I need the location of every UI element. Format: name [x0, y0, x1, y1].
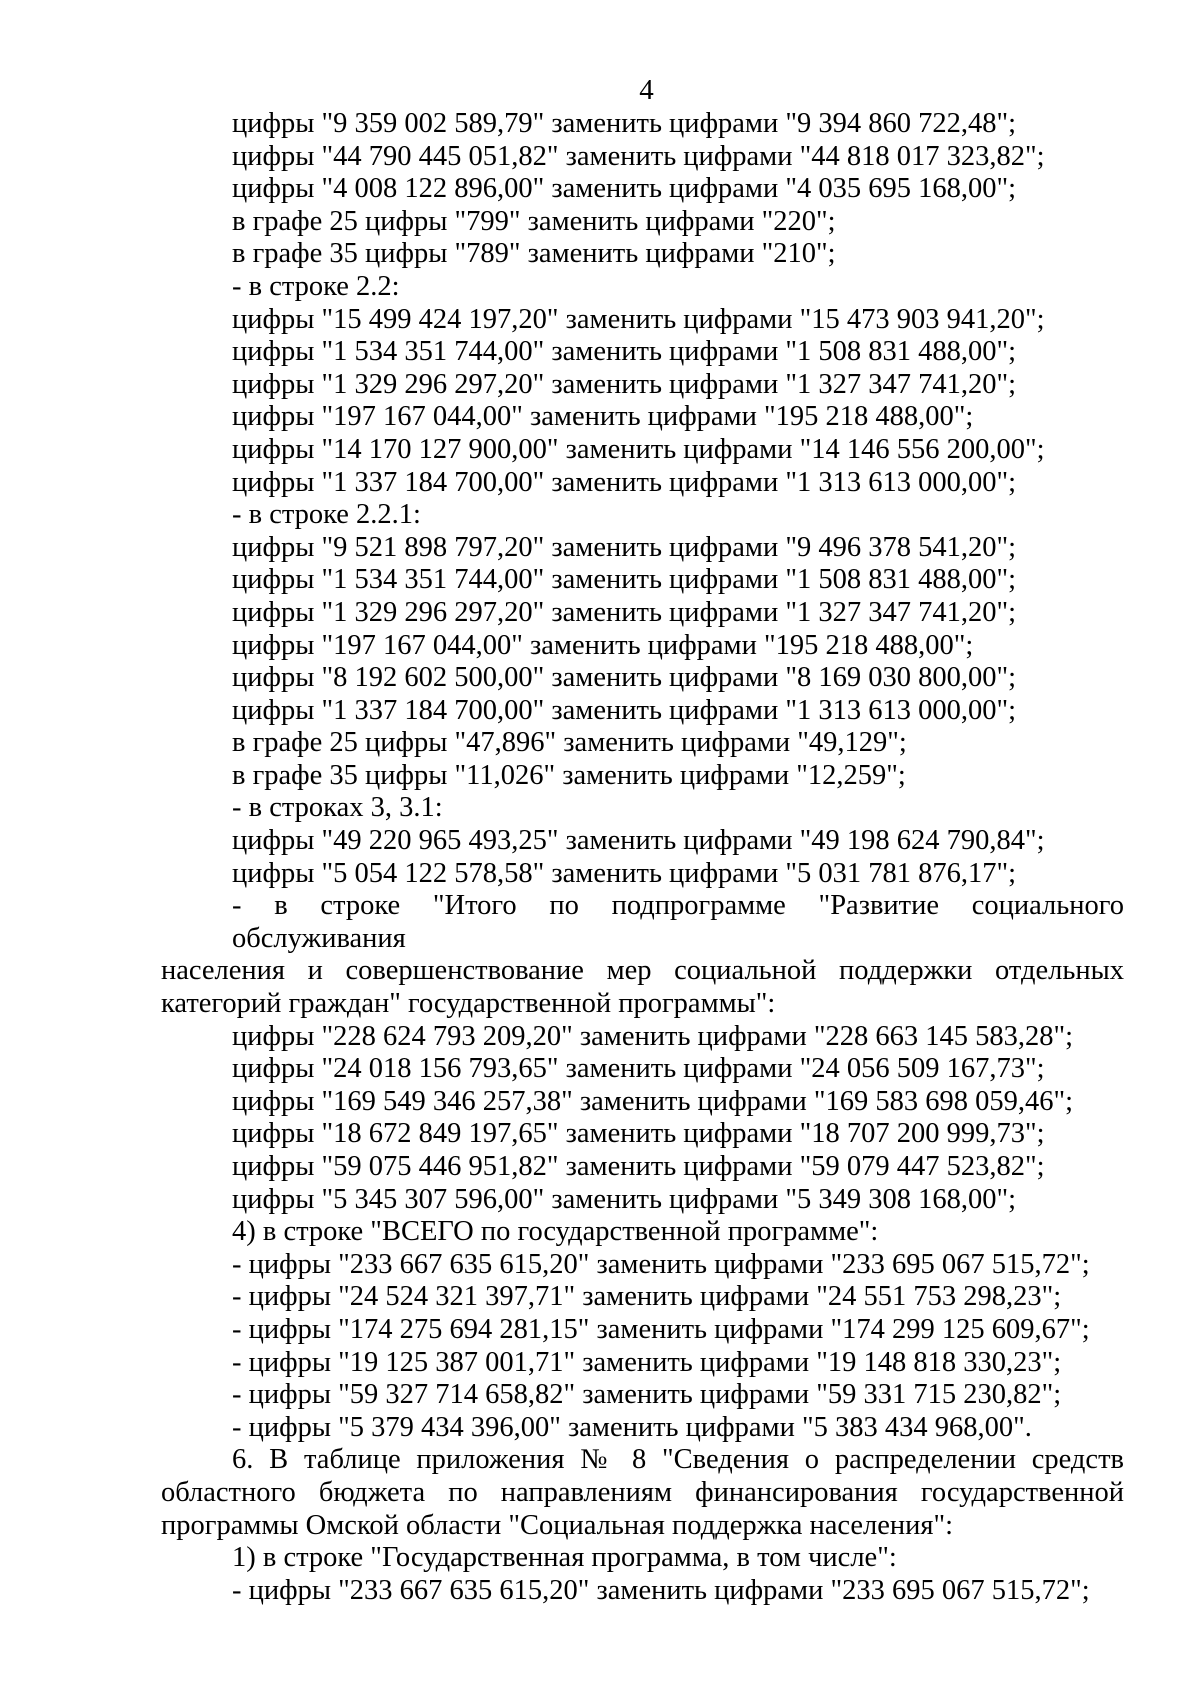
- text-line: цифры "197 167 044,00" заменить цифрами "195 218 488,00";: [232, 629, 974, 661]
- paragraph-line: программы Омской области "Социальная поддержка населения":: [161, 1509, 954, 1541]
- paragraph-line: 6. В таблице приложения № 8 "Сведения о распределении средств: [232, 1444, 1124, 1476]
- text-line: цифры "1 329 296 297,20" заменить цифрами "1 327 347 741,20";: [232, 596, 1017, 628]
- text-line: - цифры "59 327 714 658,82" заменить цифрами "59 331 715 230,82";: [232, 1379, 1062, 1411]
- text-line: - цифры "174 275 694 281,15" заменить цифрами "174 299 125 609,67";: [232, 1313, 1090, 1345]
- text-line: цифры "5 054 122 578,58" заменить цифрами "5 031 781 876,17";: [232, 857, 1017, 889]
- paragraph-appendix-8: [161, 1444, 1124, 1542]
- text-line: цифры "9 521 898 797,20" заменить цифрами "9 496 378 541,20";: [232, 531, 1017, 563]
- text-line: цифры "24 018 156 793,65" заменить цифрами "24 056 509 167,73";: [232, 1053, 1045, 1085]
- text-line: цифры "9 359 002 589,79" заменить цифрами "9 394 860 722,48";: [232, 108, 1017, 139]
- paragraph-line: областного бюджета по направлениям финансирования государственной: [161, 1476, 1124, 1508]
- text-line: - цифры "19 125 387 001,71" заменить цифрами "19 148 818 330,23";: [232, 1346, 1062, 1378]
- text-line: - цифры "5 379 434 396,00" заменить цифрами "5 383 434 968,00".: [232, 1411, 1032, 1443]
- paragraph-line: - в строке "Итого по подпрограмме "Развитие социального обслуживания: [232, 890, 1124, 954]
- text-line: - цифры "233 667 635 615,20" заменить цифрами "233 695 067 515,72";: [232, 1248, 1090, 1280]
- text-line: цифры "1 337 184 700,00" заменить цифрами "1 313 613 000,00";: [232, 466, 1017, 498]
- text-line: цифры "59 075 446 951,82" заменить цифрами "59 079 447 523,82";: [232, 1151, 1045, 1182]
- text-line: цифры "18 672 849 197,65" заменить цифрами "18 707 200 999,73";: [232, 1118, 1045, 1150]
- text-line: цифры "14 170 127 900,00" заменить цифрами "14 146 556 200,00";: [232, 433, 1045, 465]
- text-line: цифры "8 192 602 500,00" заменить цифрами "8 169 030 800,00";: [232, 662, 1017, 694]
- text-line: цифры "1 534 351 744,00" заменить цифрами "1 508 831 488,00";: [232, 336, 1017, 368]
- text-line: цифры "1 534 351 744,00" заменить цифрами "1 508 831 488,00";: [232, 564, 1017, 596]
- document-body: [161, 108, 1124, 1607]
- text-line: цифры "197 167 044,00" заменить цифрами "195 218 488,00";: [232, 401, 974, 433]
- text-line: в графе 25 цифры "799" заменить цифрами "220";: [232, 205, 836, 237]
- text-line: - цифры "233 667 635 615,20" заменить цифрами "233 695 067 515,72";: [232, 1574, 1090, 1606]
- section-heading-total: 4) в строке "ВСЕГО по государственной программе":: [232, 1216, 879, 1248]
- text-line: в графе 25 цифры "47,896" заменить цифрами "49,129";: [232, 727, 907, 759]
- text-line: цифры "1 329 296 297,20" заменить цифрами "1 327 347 741,20";: [232, 368, 1017, 400]
- text-line: - цифры "24 524 321 397,71" заменить цифрами "24 551 753 298,23";: [232, 1281, 1062, 1313]
- text-line: цифры "228 624 793 209,20" заменить цифрами "228 663 145 583,28";: [232, 1020, 1074, 1052]
- text-line: цифры "1 337 184 700,00" заменить цифрами "1 313 613 000,00";: [232, 694, 1017, 726]
- text-line: цифры "15 499 424 197,20" заменить цифрами "15 473 903 941,20";: [232, 303, 1045, 335]
- text-line: цифры "4 008 122 896,00" заменить цифрами "4 035 695 168,00";: [232, 173, 1017, 205]
- text-line: цифры "169 549 346 257,38" заменить цифрами "169 583 698 059,46";: [232, 1085, 1074, 1117]
- page-number: 4: [639, 74, 654, 106]
- text-line: цифры "44 790 445 051,82" заменить цифрами "44 818 017 323,82";: [232, 140, 1045, 172]
- text-line: цифры "49 220 965 493,25" заменить цифрами "49 198 624 790,84";: [232, 825, 1045, 857]
- section-heading-rows-3-3-1: - в строках 3, 3.1:: [232, 792, 443, 824]
- section-heading-state-program: 1) в строке "Государственная программа, в том числе":: [232, 1542, 897, 1574]
- section-heading-row-2-2: - в строке 2.2:: [232, 270, 400, 302]
- section-heading-row-2-2-1: - в строке 2.2.1:: [232, 499, 421, 531]
- text-line: цифры "5 345 307 596,00" заменить цифрами "5 349 308 168,00";: [232, 1183, 1017, 1215]
- text-line: в графе 35 цифры "11,026" заменить цифрами "12,259";: [232, 759, 906, 791]
- paragraph-line: категорий граждан" государственной программы":: [161, 988, 776, 1020]
- text-line: в графе 35 цифры "789" заменить цифрами "210";: [232, 238, 836, 270]
- paragraph-subprogram-total: [161, 890, 1124, 1020]
- paragraph-line: населения и совершенствование мер социальной поддержки отдельных: [161, 955, 1124, 987]
